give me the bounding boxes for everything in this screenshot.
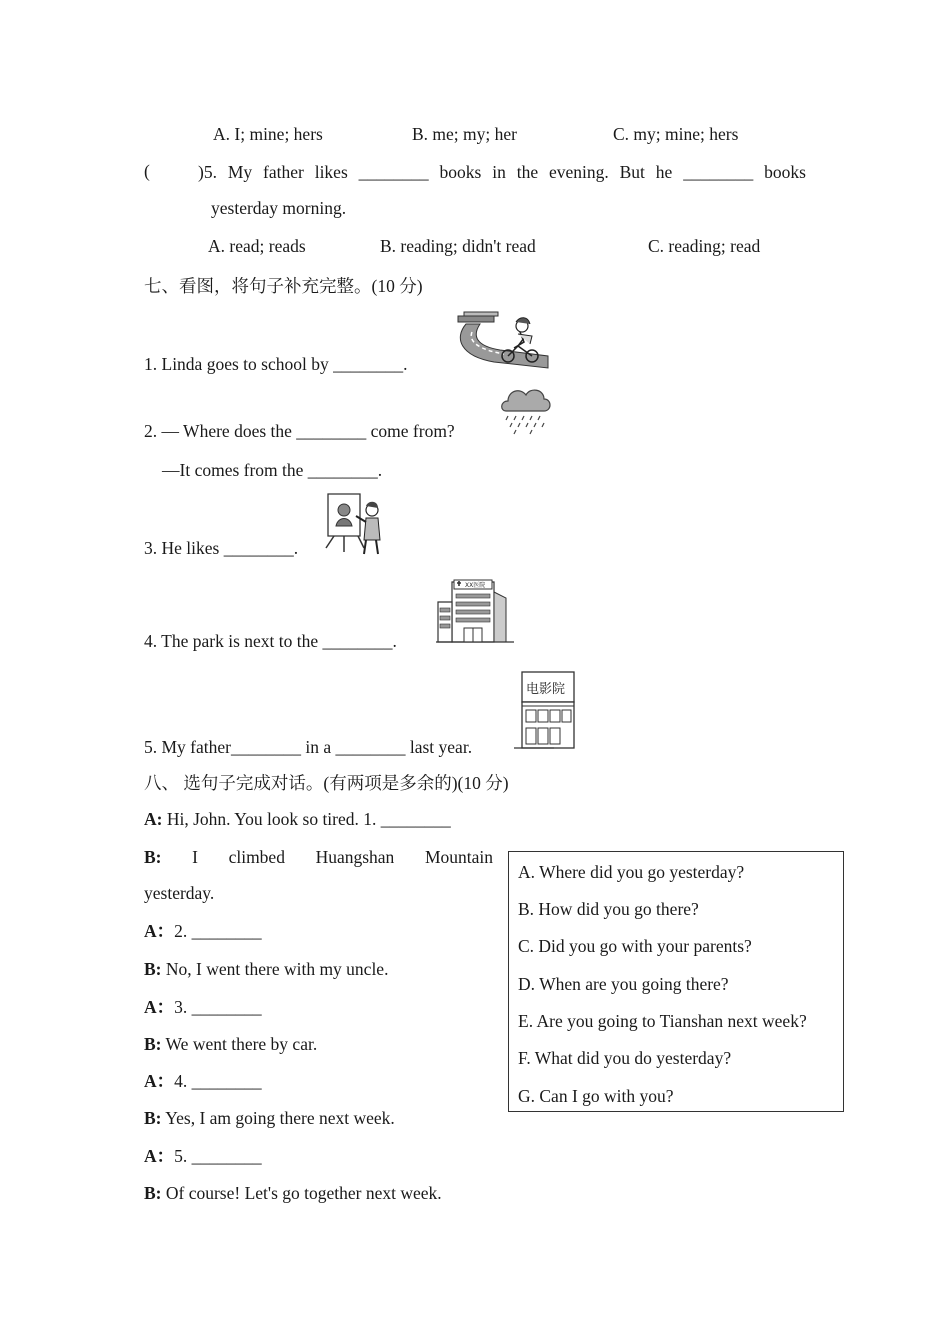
s7-item-1: 1. Linda goes to school by ________. [144, 354, 408, 374]
speaker-label: B: [144, 1108, 162, 1128]
dialogue-text: We went there by car. [161, 1034, 318, 1054]
speaker-label: B: [144, 847, 162, 867]
q5-word: books [764, 162, 806, 182]
dialogue-text: Yes, I am going there next week. [161, 1108, 395, 1128]
speaker-label: A: [144, 809, 163, 829]
dialogue-line-3 [144, 920, 262, 942]
dialogue-text: No, I went there with my uncle. [161, 959, 389, 979]
q5-option-a: A. read; reads [208, 236, 306, 256]
q5-word: evening. [548, 162, 609, 182]
choice-a: A. Where did you go yesterday? [518, 862, 745, 882]
section8-heading: 八、 选句子完成对话。(有两项是多余的)(10 分) [144, 773, 509, 793]
dialogue-line-7 [144, 1070, 262, 1092]
choice-f: F. What did you do yesterday? [518, 1048, 732, 1068]
choice-g: G. Can I go with you? [518, 1086, 674, 1106]
q5-word: books [439, 162, 482, 182]
q5-question [198, 161, 806, 183]
speaker-label: A： [144, 1071, 175, 1091]
q5-word: But [619, 162, 645, 182]
q5-continuation: yesterday morning. [211, 198, 347, 218]
dialogue-line-6 [144, 1033, 317, 1055]
q5-blank: ________ [683, 162, 754, 182]
dialogue-word: climbed [228, 847, 285, 867]
q5-word: he [655, 162, 673, 182]
q5-word: My [227, 162, 253, 182]
dialogue-text: Of course! Let's go together next week. [161, 1183, 442, 1203]
dialogue-text: 4. ________ [174, 1071, 262, 1091]
dialogue-text: 2. ________ [174, 921, 262, 941]
q5-option-b: B. reading; didn't read [380, 236, 536, 256]
bike-road-icon [454, 308, 552, 370]
speaker-label: B: [144, 1183, 162, 1203]
speaker-label: B: [144, 1034, 162, 1054]
q5-option-c: C. reading; read [648, 236, 761, 256]
dialogue-word: Huangshan [315, 847, 395, 867]
choice-box [508, 851, 844, 1112]
svg-text:电影院: 电影院 [526, 682, 566, 697]
speaker-label: A： [144, 997, 175, 1017]
svg-text:XX医院: XX医院 [465, 582, 486, 589]
q5-word: in [492, 162, 506, 182]
dialogue-line-2-cont: yesterday. [144, 883, 215, 903]
dialogue-line-5 [144, 996, 262, 1018]
q4-option-c: C. my; mine; hers [613, 124, 739, 144]
dialogue-line-8 [144, 1107, 395, 1129]
q5-blank: ________ [358, 162, 429, 182]
s7-item-3: 3. He likes ________. [144, 538, 299, 558]
dialogue-line-4 [144, 958, 388, 980]
dialogue-line-2 [144, 846, 493, 868]
speaker-label: B: [144, 959, 162, 979]
cinema-building-icon [514, 670, 578, 752]
q5-answer-paren: ( [144, 161, 150, 181]
choice-c: C. Did you go with your parents? [518, 936, 752, 956]
rain-cloud-icon [498, 383, 554, 437]
dialogue-word: Mountain [424, 847, 493, 867]
q5-word: )5. [198, 162, 217, 182]
dialogue-line-1 [144, 808, 451, 830]
q5-word: likes [314, 162, 348, 182]
s7-item-2: 2. — Where does the ________ come from? [144, 421, 455, 441]
choice-e: E. Are you going to Tianshan next week? [518, 1011, 807, 1031]
q5-word: the [516, 162, 539, 182]
speaker-label: A： [144, 921, 175, 941]
q4-option-b: B. me; my; her [412, 124, 517, 144]
s7-item-4: 4. The park is next to the ________. [144, 631, 397, 651]
dialogue-line-10 [144, 1182, 442, 1204]
speaker-label: A： [144, 1146, 175, 1166]
dialogue-text: 5. ________ [174, 1146, 262, 1166]
s7-item-2-answer: —It comes from the ________. [162, 460, 383, 480]
dialogue-word: I [192, 847, 198, 867]
hospital-building-icon [436, 578, 514, 646]
dialogue-text: Hi, John. You look so tired. 1. ________ [162, 809, 451, 829]
s7-item-5: 5. My father________ in a ________ last year. [144, 737, 473, 757]
dialogue-line-9 [144, 1145, 262, 1167]
boy-painting-icon [320, 490, 384, 558]
q5-word: father [263, 162, 304, 182]
dialogue-text: 3. ________ [174, 997, 262, 1017]
section7-heading: 七、看图，将句子补充完整。(10 分) [144, 276, 423, 296]
choice-b: B. How did you go there? [518, 899, 699, 919]
q4-option-a: A. I; mine; hers [213, 124, 323, 144]
choice-d: D. When are you going there? [518, 974, 729, 994]
